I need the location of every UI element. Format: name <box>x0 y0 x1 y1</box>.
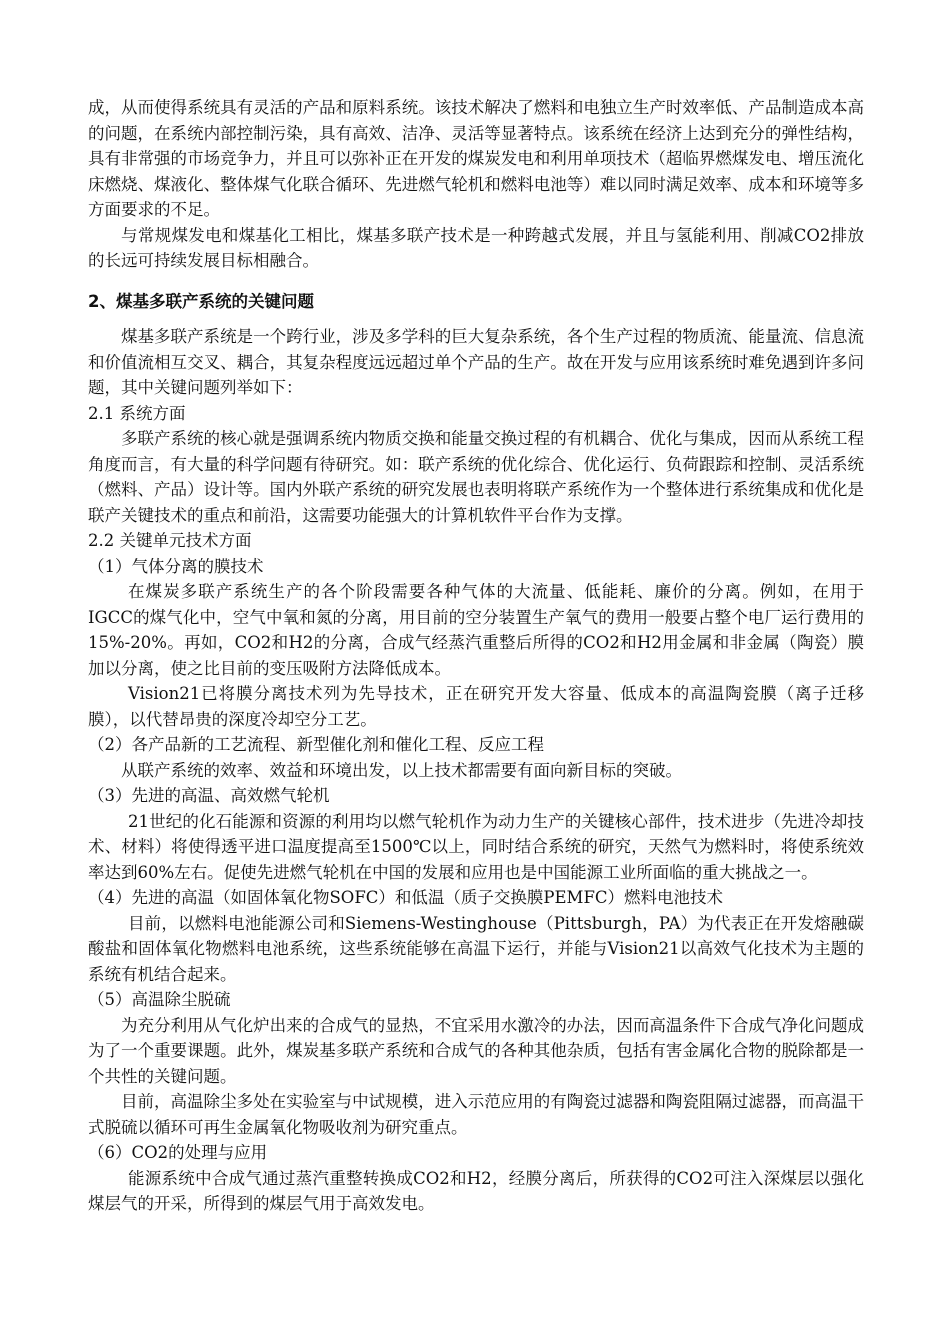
list-item-6: （6）CO2的处理与应用 <box>88 1143 268 1162</box>
list-item-2: （2）各产品新的工艺流程、新型催化剂和催化工程、反应工程 <box>88 735 544 754</box>
paragraph-comparison: 与常规煤发电和煤基化工相比，煤基多联产技术是一种跨越式发展，并且与氢能利用、削减CO2排放的长远可持续发展目标相融合。 <box>88 225 864 270</box>
paragraph-vision21: Vision21已将膜分离技术列为先导技术，正在研究开发大容量、低成本的高温陶瓷膜（离子迁移膜），以代替昂贵的深度冷却空分工艺。 <box>88 684 864 729</box>
paragraph-gas-turbine: 21世纪的化石能源和资源的利用均以燃气轮机作为动力生产的关键核心部件，技术进步（先进冷却技术、材料）将使得透平进口温度提高至1500℃以上，同时结合系统的研究，天然气为燃料时，将使系统效率达到60%左右。促使先进燃气轮机在中国的发展和应用也是中国能源工业所面临的重大挑战之一。 <box>88 811 864 882</box>
paragraph-dust-removal: 目前，高温除尘多处在实验室与中试规模，进入示范应用的有陶瓷过滤器和陶瓷阻隔过滤器，而高温干式脱硫以循环可再生金属氧化物吸收剂为研究重点。 <box>88 1092 864 1137</box>
paragraph-desulfurization: 为充分利用从气化炉出来的合成气的显热，不宜采用水激冷的办法，因而高温条件下合成气净化问题成为了一个重要课题。此外，煤炭基多联产系统和合成气的各种其他杂质，包括有害金属化合物的脱除都是一个共性的关键问题。 <box>88 1015 864 1086</box>
paragraph-process: 从联产系统的效率、效益和环境出发，以上技术都需要有面向新目标的突破。 <box>121 760 682 780</box>
subsection-2-2: 2.2 关键单元技术方面 <box>88 531 252 550</box>
list-item-1: （1）气体分离的膜技术 <box>88 556 264 576</box>
list-item-3: （3）先进的高温、高效燃气轮机 <box>88 786 330 805</box>
document-page <box>88 95 864 1217</box>
paragraph-co2: 能源系统中合成气通过蒸汽重整转换成CO2和H2，经膜分离后，所获得的CO2可注入深煤层以强化煤层气的开采，所得到的煤层气用于高效发电。 <box>88 1168 864 1213</box>
paragraph-overview: 煤基多联产系统是一个跨行业，涉及多学科的巨大复杂系统，各个生产过程的物质流、能量流、信息流和价值流相互交叉、耦合，其复杂程度远远超过单个产品的生产。故在开发与应用该系统时难免遇到许多问题，其中关键问题列举如下： <box>88 327 864 397</box>
paragraph-system: 多联产系统的核心就是强调系统内物质交换和能量交换过程的有机耦合、优化与集成，因而从系统工程角度而言，有大量的科学问题有待研究。如：联产系统的优化综合、优化运行、负荷跟踪和控制、灵活系统（燃料、产品）设计等。国内外联产系统的研究发展也表明将联产系统作为一个整体进行系统集成和优化是联产关键技术的重点和前沿，这需要功能强大的计算机软件平台作为支撑。 <box>88 429 864 525</box>
list-item-4: （4）先进的高温（如固体氧化物SOFC）和低温（质子交换膜PEMFC）燃料电池技术 <box>88 888 724 907</box>
section-heading: 2、煤基多联产系统的关键问题 <box>88 291 314 311</box>
paragraph-membrane: 在煤炭多联产系统生产的各个阶段需要各种气体的大流量、低能耗、廉价的分离。例如，在用于IGCC的煤气化中，空气中氧和氮的分离，用目前的空分装置生产氧气的费用一般要占整个电厂运行费用的15%-20%。再如，CO2和H2的分离，合成气经蒸汽重整后所得的CO2和H2用金属和非金属（陶瓷）膜加以分离，使之比目前的变压吸附方法降低成本。 <box>88 582 864 678</box>
list-item-5: （5）高温除尘脱硫 <box>88 990 231 1009</box>
paragraph-intro-continued: 成，从而使得系统具有灵活的产品和原料系统。该技术解决了燃料和电独立生产时效率低、产品制造成本高的问题，在系统内部控制污染，具有高效、洁净、灵活等显著特点。该系统在经济上达到充分的弹性结构，具有非常强的市场竞争力，并且可以弥补正在开发的煤炭发电和利用单项技术（超临界燃煤发电、增压流化床燃烧、煤液化、整体煤气化联合循环、先进燃气轮机和燃料电池等）难以同时满足效率、成本和环境等多方面要求的不足。 <box>88 98 864 219</box>
subsection-2-1: 2.1 系统方面 <box>88 403 186 423</box>
paragraph-fuel-cell: 目前，以燃料电池能源公司和Siemens-Westinghouse（Pittsburgh，PA）为代表正在开发熔融碳酸盐和固体氧化物燃料电池系统，这些系统能够在高温下运行，并能与Vision21以高效气化技术为主题的系统有机结合起来。 <box>88 913 864 984</box>
